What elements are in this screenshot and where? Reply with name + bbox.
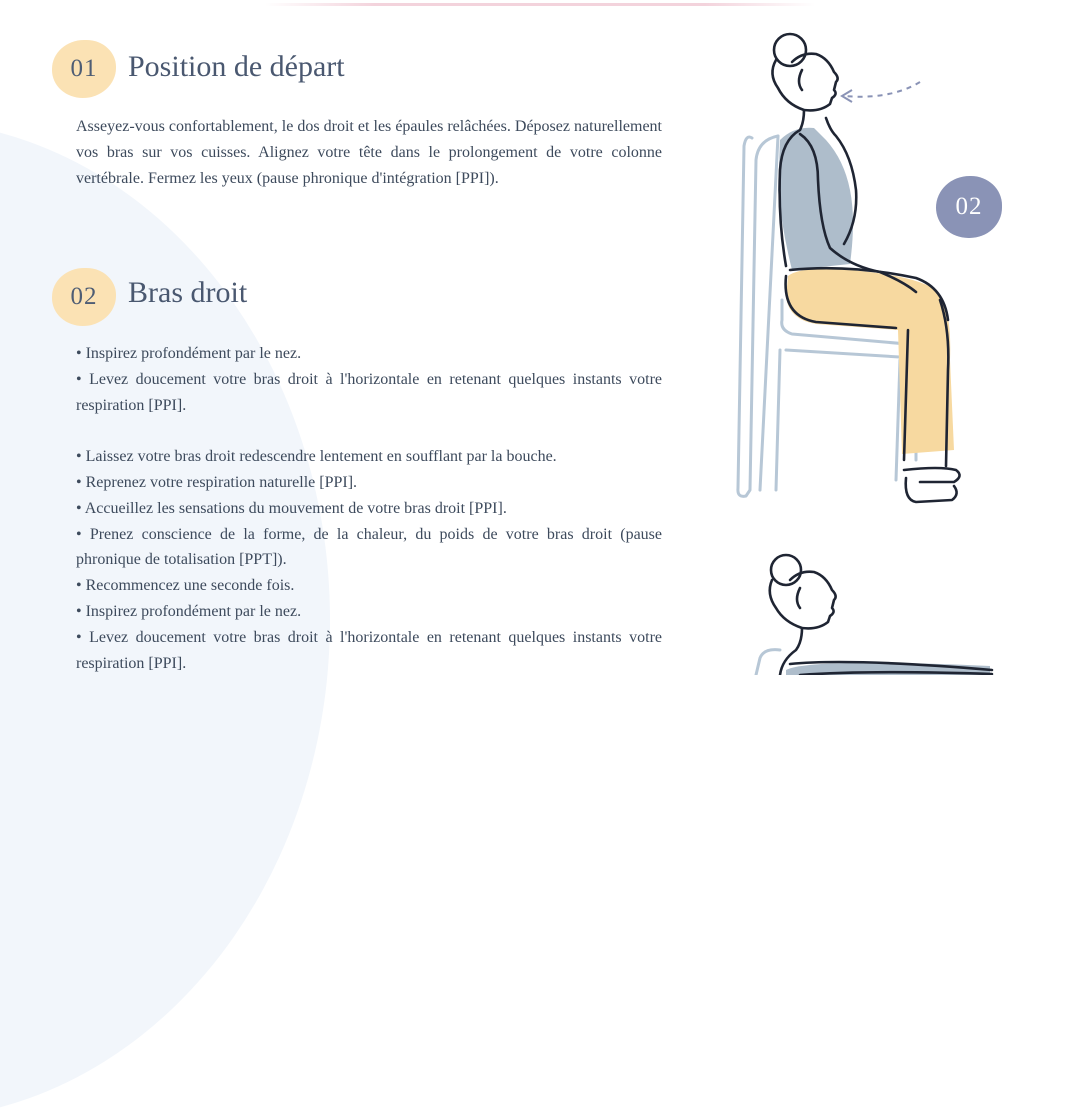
list-item: • Levez doucement votre bras droit à l'horizontale en retenant quelques instants votre respiration [PPI]. bbox=[76, 370, 662, 414]
list-item: • Inspirez profondément par le nez. bbox=[76, 345, 302, 362]
list-item: • Prenez conscience de la forme, de la chaleur, du poids de votre bras droit (pause phronique de totalisation [PPT]). bbox=[76, 525, 662, 569]
section-title: Bras droit bbox=[128, 276, 248, 309]
list-item: • Recommencez une seconde fois. bbox=[76, 577, 295, 595]
figure-outline bbox=[770, 555, 992, 675]
instruction-list bbox=[76, 341, 662, 676]
top-divider bbox=[265, 3, 815, 6]
list-item: • Laissez votre bras droit redescendre lentement en soufflant par la bouche. bbox=[76, 448, 557, 466]
list-item: • Reprenez votre respiration naturelle [PPI]. bbox=[76, 473, 358, 491]
step-number-badge: 01 bbox=[52, 40, 116, 98]
section-description: Asseyez-vous confortablement, le dos droit et les épaules relâchées. Déposez naturellement vos bras sur vos cuisses. Alignez votre tête dans le prolongement de votre colonne vertébrale. Fermez les yeux (pause phronique d'intégration [PPI]). bbox=[76, 118, 662, 187]
chair-icon bbox=[756, 650, 780, 675]
list-item: • Accueillez les sensations du mouvement de votre bras droit [PPI]. bbox=[76, 499, 507, 517]
arm-raise-illustration bbox=[730, 552, 1010, 675]
list-item: • Inspirez profondément par le nez. bbox=[76, 602, 302, 620]
list-spacer bbox=[76, 418, 662, 444]
step-number-badge: 02 bbox=[52, 268, 116, 326]
shirt-shape bbox=[778, 128, 853, 270]
figure-step-badge: 02 bbox=[936, 176, 1002, 238]
breath-arrow bbox=[844, 82, 920, 97]
list-item: • Levez doucement votre bras droit à l'horizontale en retenant quelques instants votre respiration [PPI]. bbox=[76, 628, 662, 672]
section-title: Position de départ bbox=[128, 50, 345, 83]
seated-woman-illustration bbox=[720, 30, 1000, 510]
pants-shape bbox=[786, 269, 954, 454]
